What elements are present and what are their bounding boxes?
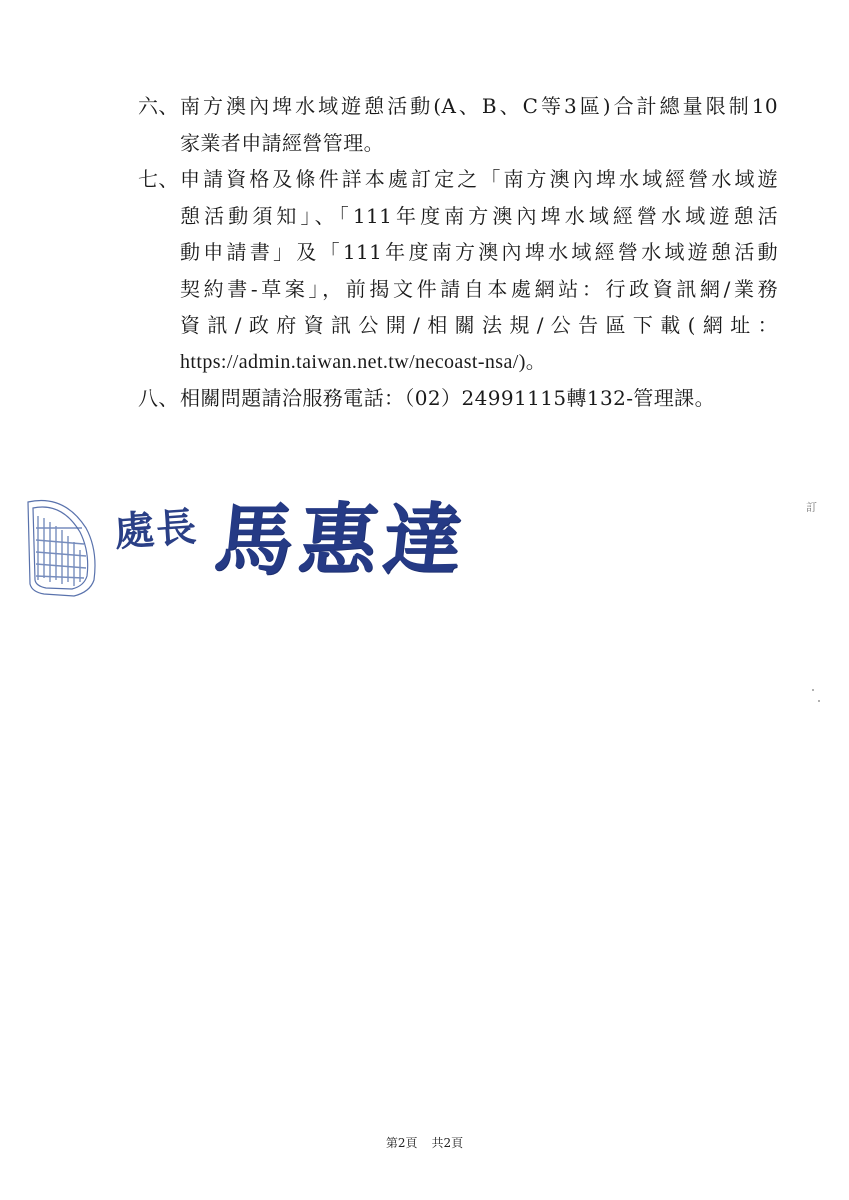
item-8 [138, 380, 778, 417]
page-footer [0, 1134, 849, 1151]
signature-name: 馬惠達 [210, 495, 473, 586]
item-6 [138, 88, 778, 161]
page-total: 共2頁 [431, 1136, 464, 1150]
item-text [180, 88, 778, 161]
signature-title: 處長 [112, 503, 200, 556]
item-text [180, 380, 778, 417]
scan-speck [818, 700, 820, 702]
item-line: 相關問題請洽服務電話：（02）24991115轉132-管理課。 [180, 386, 715, 410]
item-line: 申請資格及條件詳本處訂定之「南方澳內埤水域經營水域遊 [180, 167, 778, 191]
signature-block [24, 478, 494, 608]
item-number: 八、 [138, 386, 179, 410]
page-number: 第2頁 [385, 1136, 418, 1150]
item-line: 南方澳內埤水域遊憩活動(A、B、C等3區)合計總量限制10 [180, 94, 778, 118]
official-seal-stamp [24, 488, 104, 600]
document-body [138, 88, 778, 417]
item-line: 動申請書」及「111年度南方澳內埤水域經營水域遊憩活動 [180, 240, 778, 264]
item-line: 憩活動須知」、「111年度南方澳內埤水域經營水域遊憩活 [180, 203, 778, 228]
scan-speck [812, 689, 814, 691]
url-line: https://admin.taiwan.net.tw/necoast-nsa/)。 [180, 350, 547, 373]
item-text [180, 161, 778, 380]
margin-mark: 訂 [806, 501, 817, 514]
item-number: 六、 [138, 94, 179, 118]
item-7 [138, 161, 778, 380]
item-line: 家業者申請經營管理。 [180, 130, 384, 155]
item-number: 七、 [138, 167, 179, 191]
item-line: 資訊/政府資訊公開/相關法規/公告區下載(網址： [180, 313, 778, 337]
item-line: 契約書-草案」，前揭文件請自本處網站：行政資訊網/業務 [180, 276, 778, 301]
